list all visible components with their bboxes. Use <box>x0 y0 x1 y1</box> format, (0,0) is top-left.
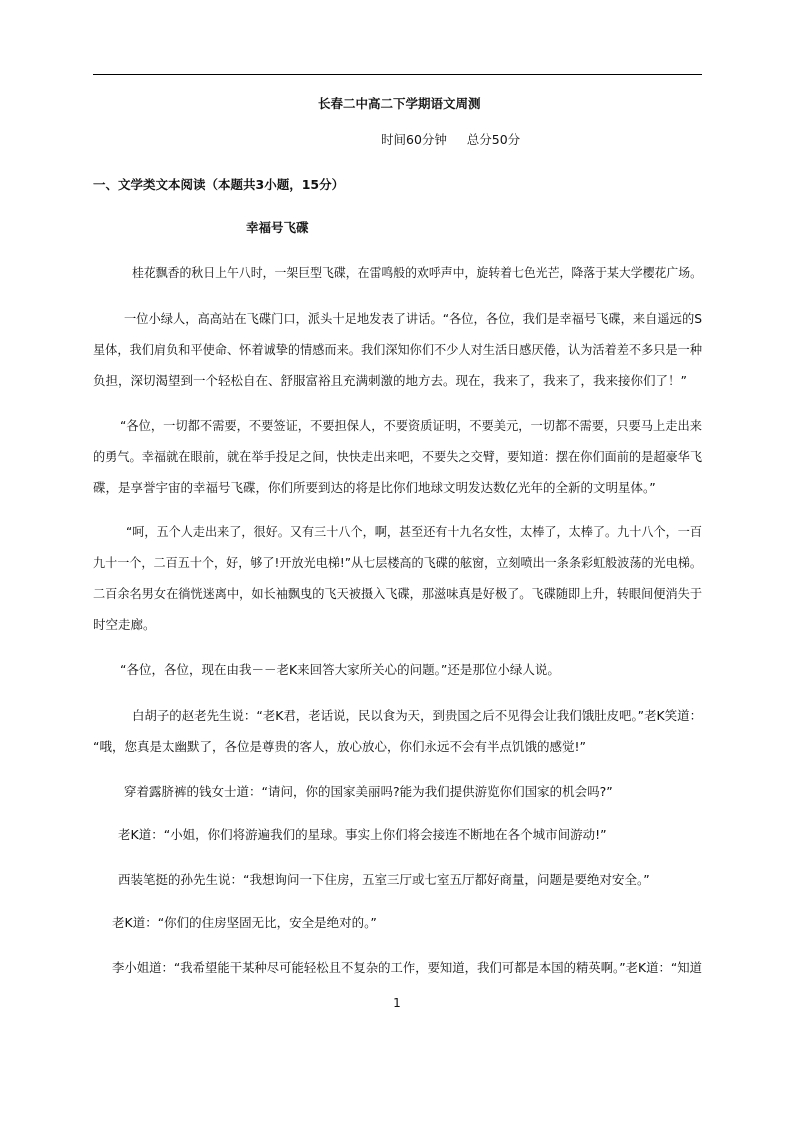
paragraph-4-line-2: 九十一个，二百五十个，好，够了!开放光电梯!”从七层楼高的飞碟的舷窗，立刻喷出一条条彩虹般波荡的光电梯。 <box>93 555 703 570</box>
paragraph-2-line-1: 一位小绿人，高高站在飞碟门口，派头十足地发表了讲话。“各位，各位，我们是幸福号飞碟，来自遥远的S <box>124 311 702 326</box>
page-number: 1 <box>393 996 401 1010</box>
paragraph-1-line-1: 桂花飘香的秋日上午八时，一架巨型飞碟，在雷鸣般的欢呼声中，旋转着七色光芒，降落于某大学樱花广场。 <box>132 265 703 280</box>
paragraph-4-line-3: 二百余名男女在徜恍迷离中，如长袖飘曳的飞天被摄入飞碟，那滋味真是好极了。飞碟随即上升，转眼间便消失于 <box>93 586 703 601</box>
paragraph-8-line-1: 老K道：“小姐，你们将游遍我们的星球。事实上你们将会接连不断地在各个城市间游动!” <box>118 827 607 842</box>
article-title: 幸福号飞碟 <box>246 220 309 235</box>
paragraph-3-line-3: 碟，是享誉宇宙的幸福号飞碟，你们所要到达的将是比你们地球文明发达数亿光年的全新的文明星体。” <box>93 480 656 495</box>
paragraph-9-line-1: 西装笔挺的孙先生说：“我想询问一下住房，五室三厅或七室五厅都好商量，问题是要绝对安全。” <box>118 872 650 887</box>
paragraph-6-line-1: 白胡子的赵老先生说：“老K君，老话说，民以食为天，到贵国之后不见得会让我们饿肚皮吧。”老K笑道： <box>132 708 703 723</box>
section-heading: 一、文学类文本阅读（本题共3小题，15分） <box>93 177 345 192</box>
paragraph-2-line-2: 星体，我们肩负和平使命、怀着诚挚的情感而来。我们深知你们不少人对生活日感厌倦，认为活着差不多只是一种 <box>93 342 703 357</box>
paragraph-10-line-1: 老K道：“你们的住房坚固无比，安全是绝对的。” <box>112 915 377 930</box>
header-rule <box>93 74 702 75</box>
paragraph-3-line-1: “各位，一切都不需要，不要签证，不要担保人，不要资质证明，不要美元，一切都不需要，只要马上走出来 <box>120 418 702 433</box>
paragraph-5-line-1: “各位，各位，现在由我－－老K来回答大家所关心的问题。”还是那位小绿人说。 <box>120 662 560 677</box>
paragraph-11-line-1: 李小姐道：“我希望能干某种尽可能轻松且不复杂的工作，要知道，我们可都是本国的精英啊。”老K道：“知道 <box>112 960 703 975</box>
exam-title: 长春二中高二下学期语文周测 <box>318 96 481 111</box>
paragraph-6-line-2: “哦，您真是太幽默了，各位是尊贵的客人，放心放心，你们永远不会有半点饥饿的感觉!” <box>93 739 586 754</box>
time-info: 时间60分钟 总分50分 <box>381 132 521 147</box>
paragraph-4-line-1: “呵，五个人走出来了，很好。又有三十八个，啊，甚至还有十九名女性，太棒了，太棒了。九十八个，一百 <box>126 524 702 539</box>
paragraph-7-line-1: 穿着露脐裤的钱女士道：“请问，你的国家美丽吗?能为我们提供游览你们国家的机会吗?” <box>124 784 613 799</box>
paragraph-4-line-4: 时空走廊。 <box>93 617 156 632</box>
paragraph-3-line-2: 的勇气。幸福就在眼前，就在举手投足之间，快快走出来吧，不要失之交臂，要知道：摆在你们面前的是超豪华飞 <box>93 449 703 464</box>
paragraph-2-line-3: 负担，深切渴望到一个轻松自在、舒服富裕且充满刺激的地方去。现在，我来了，我来了，我来接你们了！” <box>93 373 687 388</box>
